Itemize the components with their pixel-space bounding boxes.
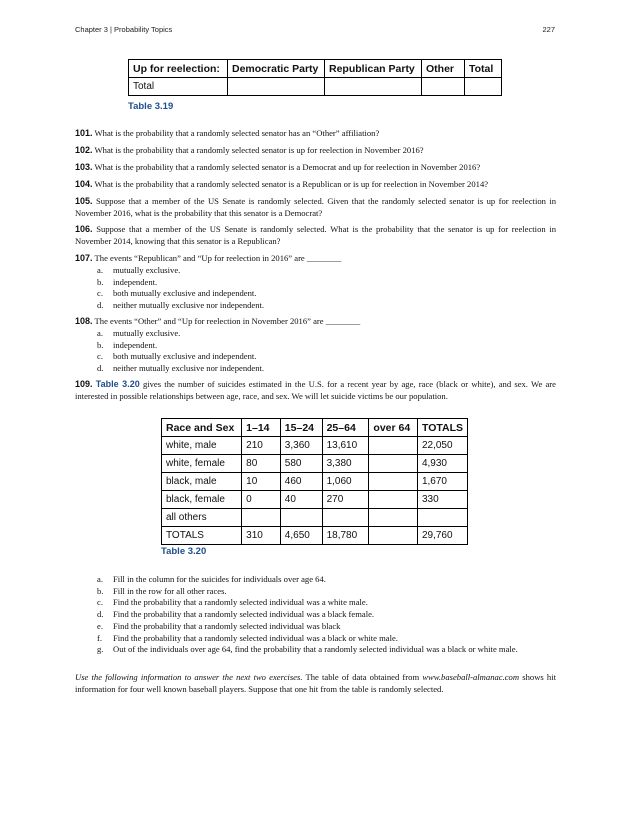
table-header-cell: Democratic Party [228,60,325,78]
table-cell: black, female [162,491,242,509]
exercise-101 [75,128,556,140]
table-3-19 [128,59,502,96]
task-letter: f. [97,632,103,643]
page-number: 227 [542,25,555,34]
table-cell: 3,380 [322,455,369,473]
table-header-cell: Race and Sex [162,419,242,437]
list-item [97,609,557,621]
table-cell [369,491,418,509]
table-cell: 13,610 [322,437,369,455]
option-letter: d. [97,363,104,374]
exercise-105 [75,196,556,219]
table-reference-link[interactable]: Table 3.20 [95,379,140,389]
table-cell: 330 [417,491,467,509]
option-text: mutually exclusive. [113,265,181,275]
exercise-number: 105. [75,196,93,206]
option-text: neither mutually exclusive nor independent. [113,300,265,311]
exercise-text: Suppose that a member of the US Senate is randomly selected. What is the probability that the senator is up for reelection in November 2014, knowing that this senator is a Republican? [75,224,556,246]
task-letter: e. [97,620,103,631]
table-header-row [129,60,502,78]
table-cell [369,527,418,545]
table-cell: 18,780 [322,527,369,545]
table-cell [369,509,418,527]
exercise-text: gives the number of suicides estimated in the U.S. for a recent year by age, race (black or white), and sex. We are interested in possible relationships between age, race, and sex. We will let suicide victims be our population. [75,379,556,401]
task-text: Find the probability that a randomly selected individual was a white male. [113,597,368,608]
task-letter: b. [97,585,104,596]
intro-paragraph [75,672,556,695]
list-item [97,288,557,300]
list-item [97,621,557,633]
table-header-cell: over 64 [369,419,418,437]
table-header-cell: 1–14 [242,419,281,437]
table-cell: black, male [162,473,242,491]
option-letter: a. [97,328,103,338]
table-cell: Total [129,78,228,96]
task-letter: a. [97,574,103,584]
table-cell: 270 [322,491,369,509]
exercise-109 [75,379,556,402]
list-item [97,351,557,363]
exercise-108 [75,316,556,328]
table-row [162,437,468,455]
table-cell: white, male [162,437,242,455]
table-header-cell: 15–24 [280,419,322,437]
option-letter: b. [97,339,104,350]
table-cell [325,78,422,96]
list-item [97,265,557,277]
exercise-number: 107. [75,253,93,263]
task-letter: g. [97,644,104,655]
table-cell: 0 [242,491,281,509]
table-cell: 4,930 [417,455,467,473]
exercise-103 [75,162,556,174]
option-text: independent. [113,276,158,287]
exercise-number: 109. [75,379,93,389]
table-header-cell: 25–64 [322,419,369,437]
table-cell: 460 [280,473,322,491]
source-url: www.baseball-almanac.com [422,672,520,682]
task-text: Find the probability that a randomly selected individual was black [113,620,341,631]
option-text: mutually exclusive. [113,328,181,338]
table-header-cell: TOTALS [417,419,467,437]
task-text: Find the probability that a randomly selected individual was a black female. [113,609,375,620]
exercise-number: 106. [75,224,93,234]
table-cell: 210 [242,437,281,455]
option-letter: a. [97,265,103,275]
table-cell [465,78,502,96]
task-text: Out of the individuals over age 64, find the probability that a randomly selected individual was a black or white male. [113,644,518,655]
table-header-cell: Up for reelection: [129,60,228,78]
task-text: Find the probability that a randomly selected individual was a black or white male. [113,632,398,643]
exercise-text: What is the probability that a randomly selected senator is up for reelection in November 2016? [94,145,424,155]
option-letter: c. [97,351,103,362]
exercise-102 [75,145,556,157]
task-text: Fill in the row for all other races. [113,585,227,596]
table-cell: 3,360 [280,437,322,455]
intro-text: The table of data obtained from [305,672,420,682]
table-cell: white, female [162,455,242,473]
chapter-title: Chapter 3 | Probability Topics [75,25,173,34]
table-cell: 310 [242,527,281,545]
task-text: Fill in the column for the suicides for individuals over age 64. [113,574,326,584]
list-item [97,597,557,609]
table-cell: 1,670 [417,473,467,491]
table-cell [417,509,467,527]
table-cell: 580 [280,455,322,473]
table-cell [422,78,465,96]
table-cell [228,78,325,96]
list-item [97,644,557,656]
exercise-number: 102. [75,145,93,155]
exercise-number: 108. [75,316,93,326]
table-cell [369,473,418,491]
table-cell: 4,650 [280,527,322,545]
table-cell [280,509,322,527]
table-header-cell: Republican Party [325,60,422,78]
intro-text: shows hit information for four well known baseball players. Suppose that one hit from the table is randomly selected. [75,672,556,694]
task-letter: c. [97,597,103,608]
exercise-text: The events “Other” and “Up for reelection in November 2016” are ________ [94,316,361,326]
option-letter: c. [97,288,103,299]
list-item [97,277,557,289]
list-item [97,586,557,598]
exercise-number: 101. [75,128,93,138]
table-cell: 1,060 [322,473,369,491]
exercise-104 [75,179,556,191]
table-3-20 [161,418,468,545]
exercise-number: 104. [75,179,93,189]
list-item [97,340,557,352]
tasks-109 [97,574,557,656]
exercise-text: The events “Republican” and “Up for reelection in 2016” are ________ [94,253,342,263]
exercise-text: What is the probability that a randomly selected senator is a Republican or is up for reelection in November 2014? [94,179,489,189]
table-caption: Table 3.20 [161,546,207,557]
table-row [162,527,468,545]
table-cell: 80 [242,455,281,473]
table-cell [242,509,281,527]
table-header-cell: Total [465,60,502,78]
table-cell: 22,050 [417,437,467,455]
option-letter: b. [97,276,104,287]
option-text: both mutually exclusive and independent. [113,288,257,299]
exercise-text: What is the probability that a randomly selected senator is a Democrat and up for reelection in November 2016? [94,162,481,172]
options-108 [97,328,557,375]
exercise-text: Suppose that a member of the US Senate is randomly selected. Given that the randomly selected senator is up for reelection in November 2016, what is the probability that this senator is a Democrat? [75,196,557,218]
option-text: neither mutually exclusive nor independent. [113,363,265,374]
table-row [129,78,502,96]
running-head [75,25,555,34]
table-caption: Table 3.19 [128,101,174,112]
list-item [97,328,557,340]
table-cell: TOTALS [162,527,242,545]
intro-italic: Use the following information to answer the next two exercises. [75,672,303,682]
table-row [162,455,468,473]
list-item [97,633,557,645]
table-row [162,491,468,509]
table-header-cell: Other [422,60,465,78]
table-cell [369,455,418,473]
options-107 [97,265,557,312]
option-text: both mutually exclusive and independent. [113,351,257,362]
exercise-106 [75,224,556,247]
task-letter: d. [97,609,104,620]
table-cell: 29,760 [417,527,467,545]
table-cell [369,437,418,455]
list-item [97,363,557,375]
list-item [97,574,557,586]
table-cell [322,509,369,527]
exercise-text: What is the probability that a randomly selected senator has an “Other” affiliation? [94,128,380,138]
list-item [97,300,557,312]
option-letter: d. [97,300,104,311]
exercise-number: 103. [75,162,93,172]
table-cell: 10 [242,473,281,491]
table-cell: 40 [280,491,322,509]
table-header-row [162,419,468,437]
table-row [162,473,468,491]
option-text: independent. [113,339,158,350]
table-cell: all others [162,509,242,527]
table-row [162,509,468,527]
exercise-107 [75,253,556,265]
